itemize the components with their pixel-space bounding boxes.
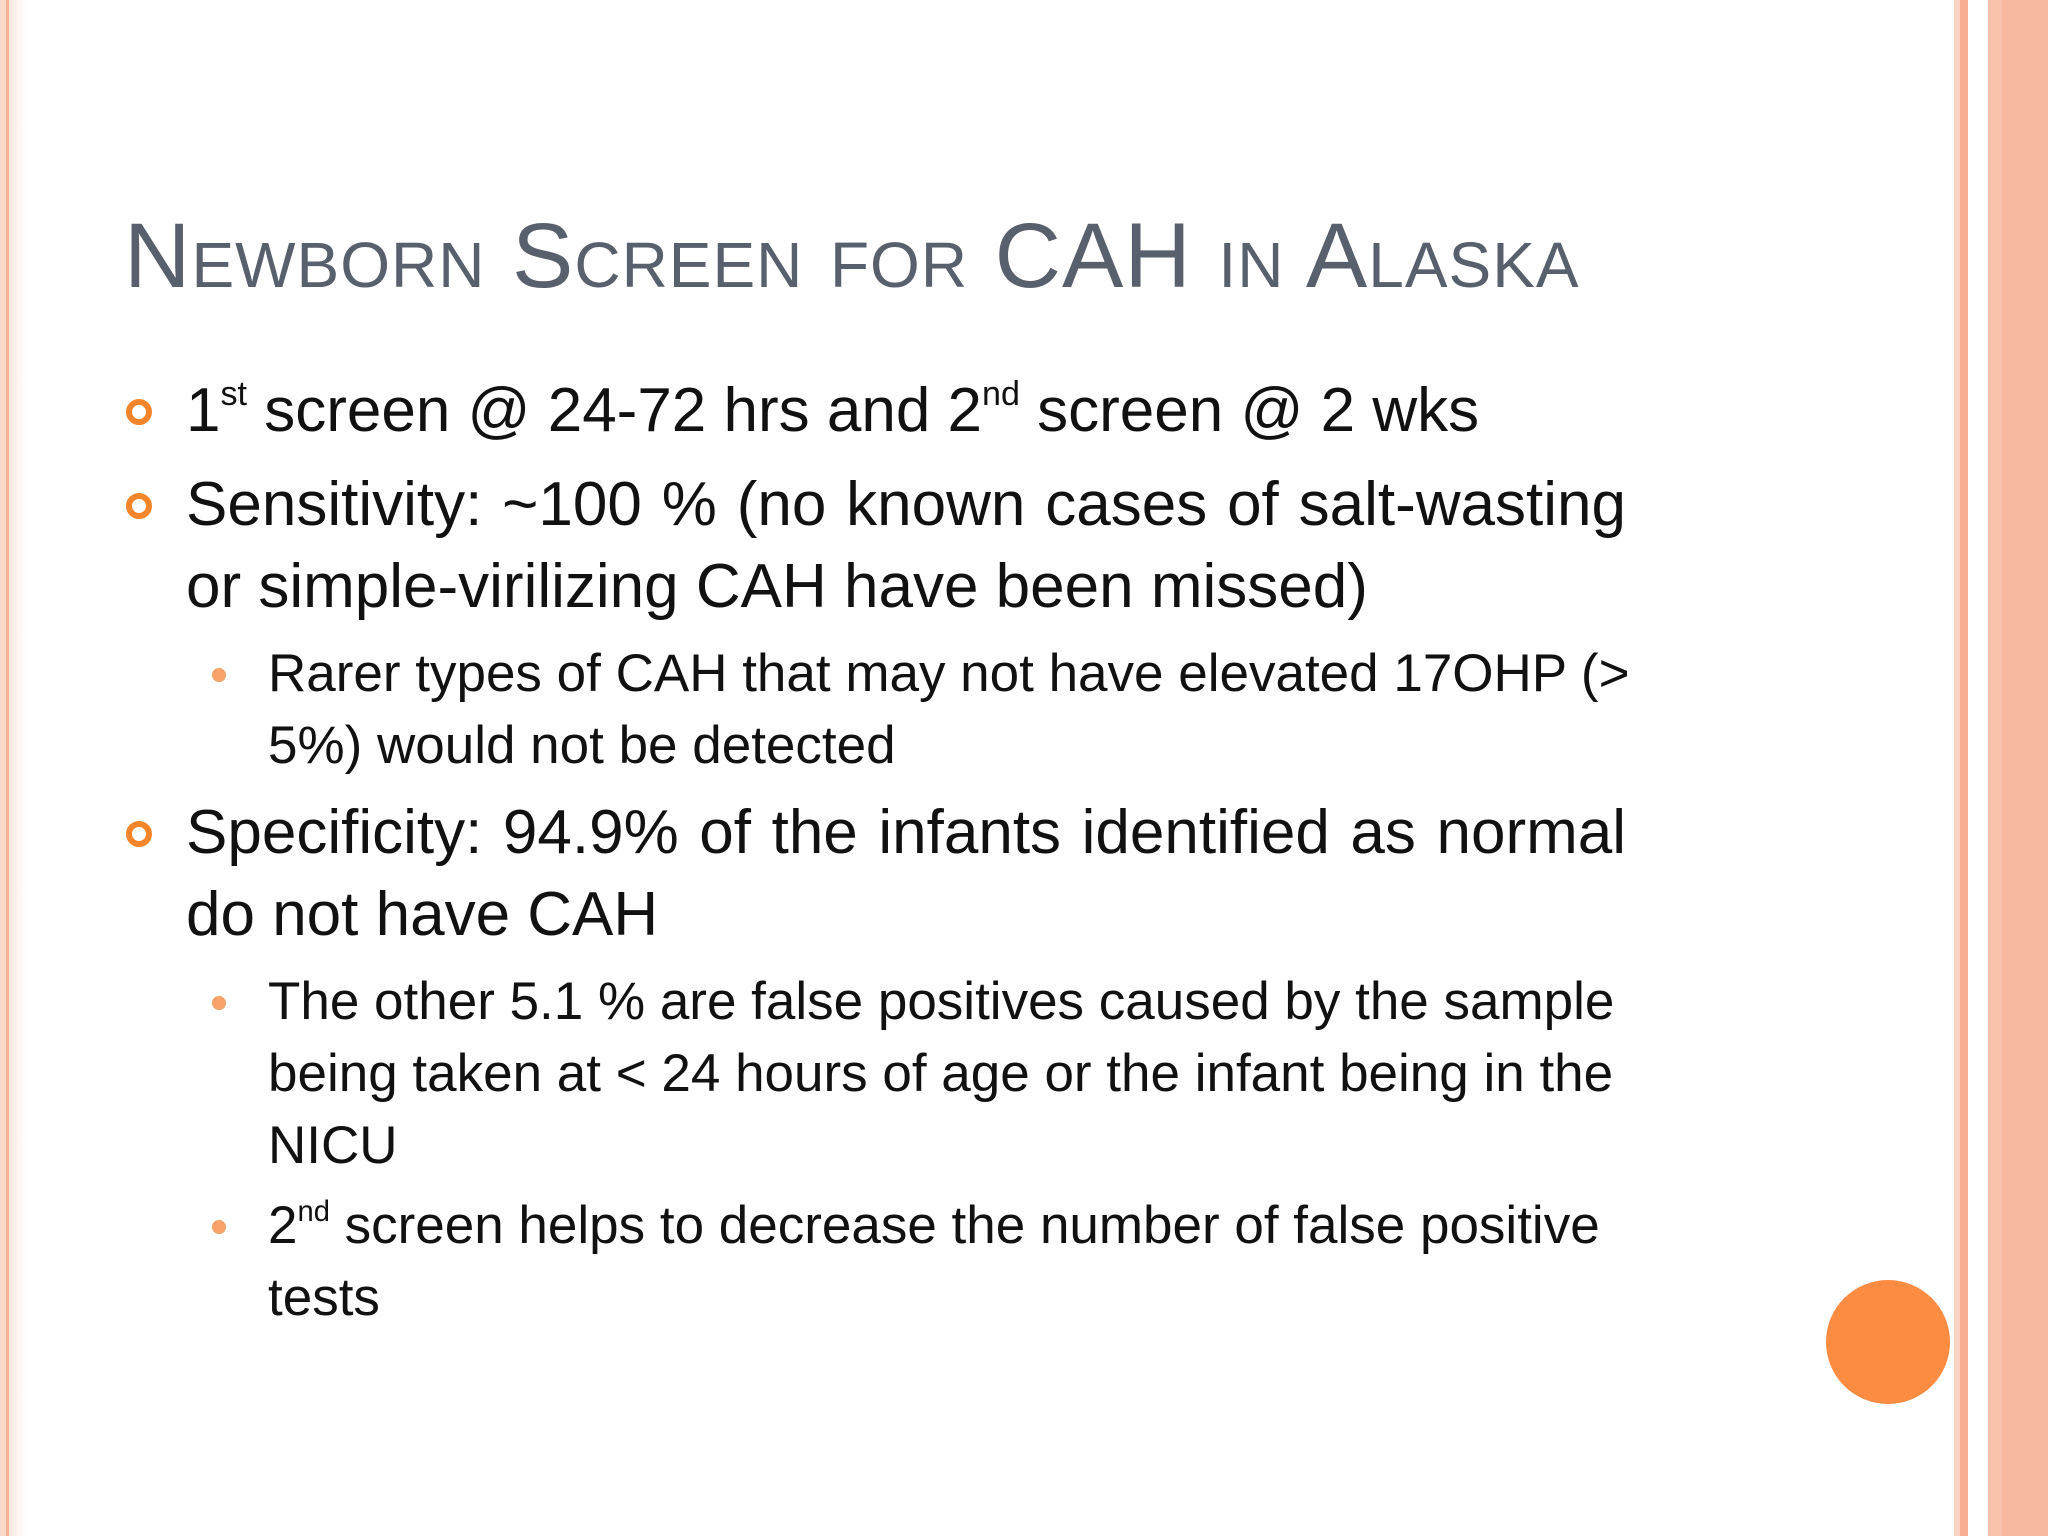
right-stripe-decoration: [1960, 0, 1968, 1536]
sub-bullet-text: 2: [268, 1196, 298, 1255]
sub-bullet-rarer-types: [124, 638, 1684, 782]
ring-bullet-icon: [126, 821, 152, 847]
dot-bullet-icon: [212, 1220, 226, 1234]
dot-bullet-icon: [212, 668, 226, 682]
bullet-list: [124, 370, 1684, 1344]
sub-bullet-text: The other 5.1 % are false positives caused by the sample being taken at < 24 hours of age or the infant being in the NICU: [268, 972, 1615, 1175]
bullet-sensitivity: [124, 464, 1626, 628]
ring-bullet-icon: [126, 399, 152, 425]
right-stripe-decoration: [1988, 0, 2002, 1536]
left-border-decoration: [0, 0, 26, 1536]
superscript: nd: [982, 375, 1020, 414]
bullet-screening-schedule: [124, 370, 1746, 452]
superscript: st: [220, 375, 247, 414]
sub-bullet-text: screen helps to decrease the number of false positive tests: [268, 1196, 1600, 1327]
sub-bullet-false-positives: [124, 966, 1684, 1182]
superscript: nd: [297, 1196, 330, 1229]
orange-circle-decoration: [1826, 1280, 1950, 1404]
bullet-text: screen @ 24-72 hrs and 2: [247, 376, 983, 445]
bullet-text: screen @ 2 wks: [1019, 376, 1480, 445]
bullet-text: Specificity: 94.9% of the infants identified as normal do not have CAH: [186, 798, 1626, 949]
right-stripe-decoration: [1968, 0, 1988, 1536]
bullet-text: Sensitivity: ~100 % (no known cases of salt-wasting or simple-virilizing CAH have been missed): [186, 470, 1626, 621]
ring-bullet-icon: [126, 493, 152, 519]
right-stripe-decoration: [2002, 0, 2048, 1536]
sub-bullet-second-screen: [124, 1190, 1684, 1334]
bullet-specificity: [124, 792, 1626, 956]
dot-bullet-icon: [212, 996, 226, 1010]
bullet-text: 1: [186, 376, 221, 445]
slide-title: Newborn Screen for CAH in Alaska: [124, 205, 1580, 307]
sub-bullet-text: Rarer types of CAH that may not have elevated 17OHP (> 5%) would not be detected: [268, 644, 1630, 775]
